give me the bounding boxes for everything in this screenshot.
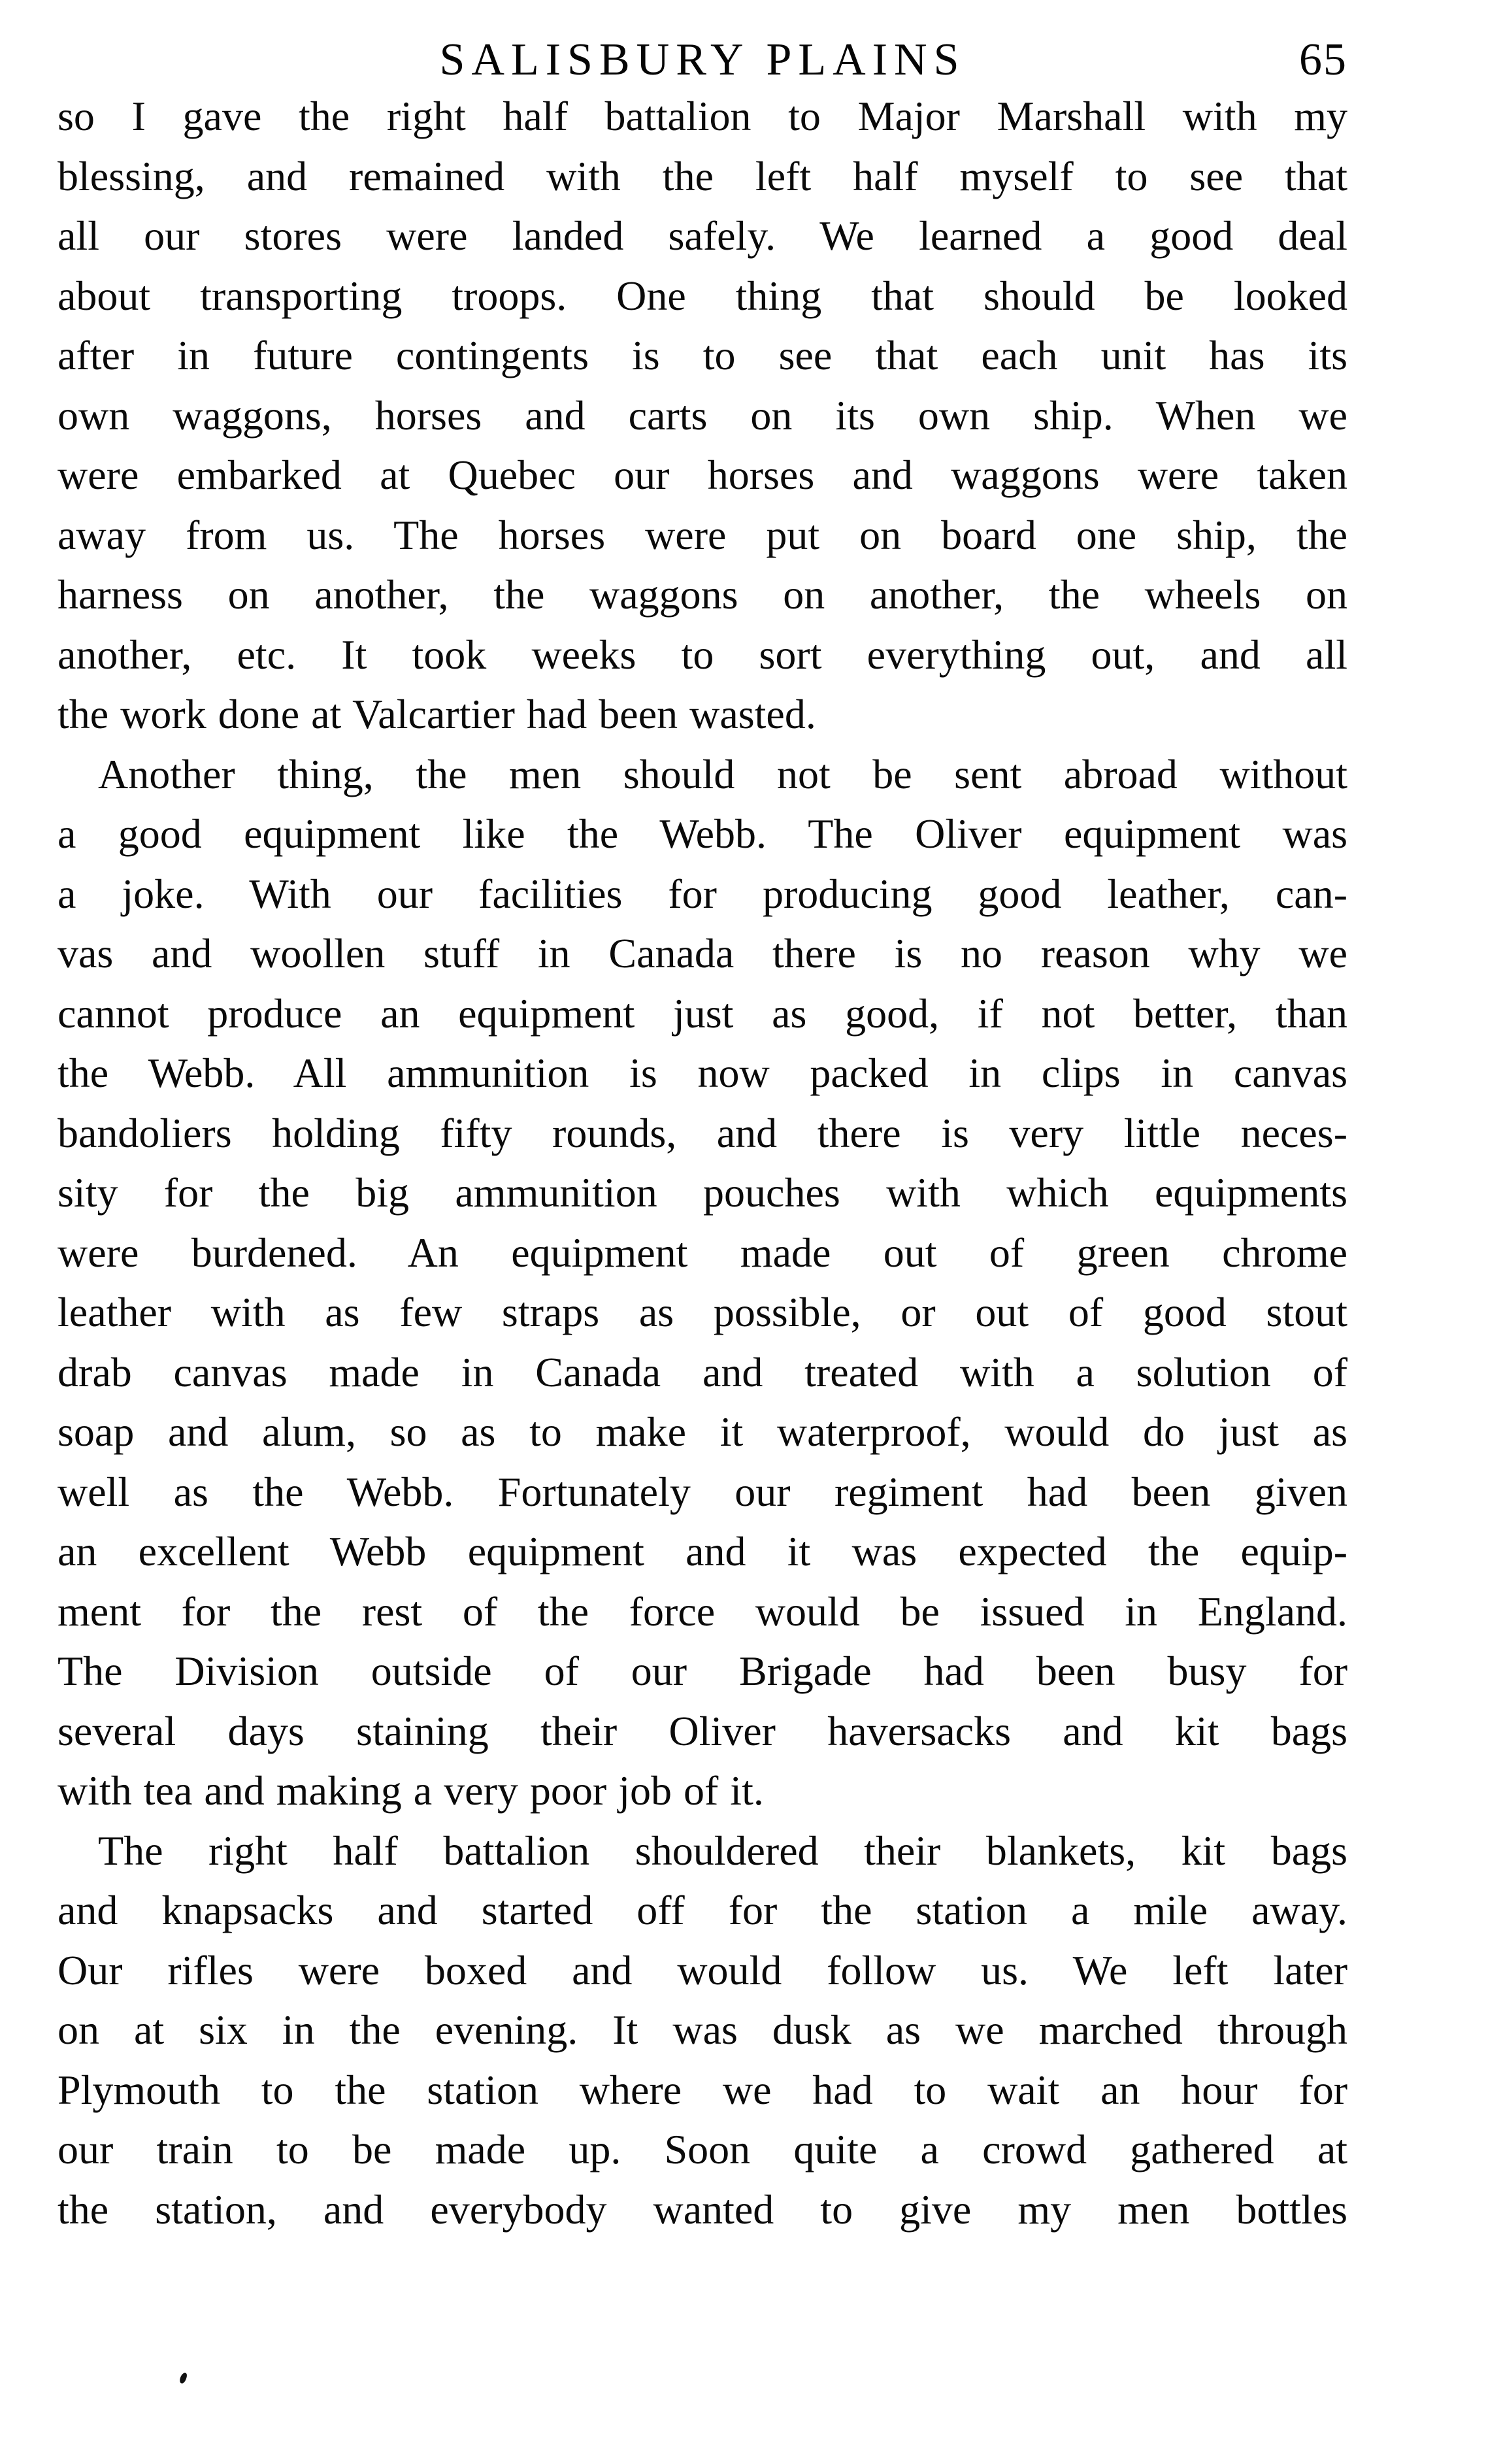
text-line: own waggons, horses and carts on its own ship. When we xyxy=(58,391,1347,439)
text-line: Another thing, the men should not be sent abroad without xyxy=(98,750,1347,797)
text-line: on at six in the evening. It was dusk as we marched through xyxy=(58,2006,1347,2053)
text-line: The Division outside of our Brigade had been busy for xyxy=(58,1648,1347,1694)
text-line: several days staining their Oliver haversacks and kit bags xyxy=(58,1707,1347,1754)
text-line: the Webb. All ammunition is now packed in clips in canvas xyxy=(58,1050,1347,1096)
text-line: a joke. With our facilities for producing good leather, can- xyxy=(58,870,1347,917)
text-line: bandoliers holding fifty rounds, and there is very little neces- xyxy=(58,1109,1347,1156)
text-line: The right half battalion shouldered their blankets, kit bags xyxy=(98,1827,1347,1874)
text-line: about transporting troops. One thing that should be looked xyxy=(58,272,1347,319)
text-line: after in future contingents is to see that each unit has its xyxy=(58,332,1347,378)
page-number: 65 xyxy=(1299,35,1347,85)
text-line: blessing, and remained with the left half myself to see that xyxy=(58,152,1347,199)
text-line: and knapsacks and started off for the station a mile away. xyxy=(58,1887,1347,1933)
text-line: drab canvas made in Canada and treated with a solution of xyxy=(58,1348,1347,1395)
text-line: well as the Webb. Fortunately our regiment had been given xyxy=(58,1468,1347,1515)
text-line: an excellent Webb equipment and it was expected the equip- xyxy=(58,1528,1347,1574)
text-line: Plymouth to the station where we had to wait an hour for xyxy=(58,2066,1347,2113)
text-line: sity for the big ammunition pouches with which equipments xyxy=(58,1169,1347,1216)
text-line: so I gave the right half battalion to Major Marshall with my xyxy=(58,93,1347,139)
text-line: soap and alum, so as to make it waterproof, would do just as xyxy=(58,1408,1347,1455)
page-header xyxy=(58,34,1347,93)
text-line: cannot produce an equipment just as good, if not better, than xyxy=(58,990,1347,1037)
text-line: all our stores were landed safely. We learned a good deal xyxy=(58,212,1347,259)
text-line: a good equipment like the Webb. The Oliver equipment was xyxy=(58,810,1347,857)
text-line: were burdened. An equipment made out of green chrome xyxy=(58,1229,1347,1276)
text-line: were embarked at Quebec our horses and waggons were taken xyxy=(58,452,1347,498)
text-line: harness on another, the waggons on another, the wheels on xyxy=(58,571,1347,618)
text-line: our train to be made up. Soon quite a crowd gathered at xyxy=(58,2126,1347,2173)
ink-speck xyxy=(179,2372,188,2384)
text-line: the work done at Valcartier had been wasted. xyxy=(58,691,816,737)
body-text xyxy=(58,86,1347,2239)
text-line: the station, and everybody wanted to give my men bottles xyxy=(58,2186,1347,2233)
text-line: with tea and making a very poor job of it. xyxy=(58,1767,764,1814)
page-title: SALISBURY PLAINS xyxy=(439,35,966,85)
text-line: ment for the rest of the force would be issued in England. xyxy=(58,1588,1347,1635)
text-line: leather with as few straps as possible, or out of good stout xyxy=(58,1289,1347,1335)
text-line: away from us. The horses were put on board one ship, the xyxy=(58,511,1347,558)
text-line: vas and woollen stuff in Canada there is no reason why we xyxy=(58,930,1347,976)
text-line: another, etc. It took weeks to sort everything out, and all xyxy=(58,631,1347,678)
text-line: Our rifles were boxed and would follow us. We left later xyxy=(58,1946,1347,1993)
